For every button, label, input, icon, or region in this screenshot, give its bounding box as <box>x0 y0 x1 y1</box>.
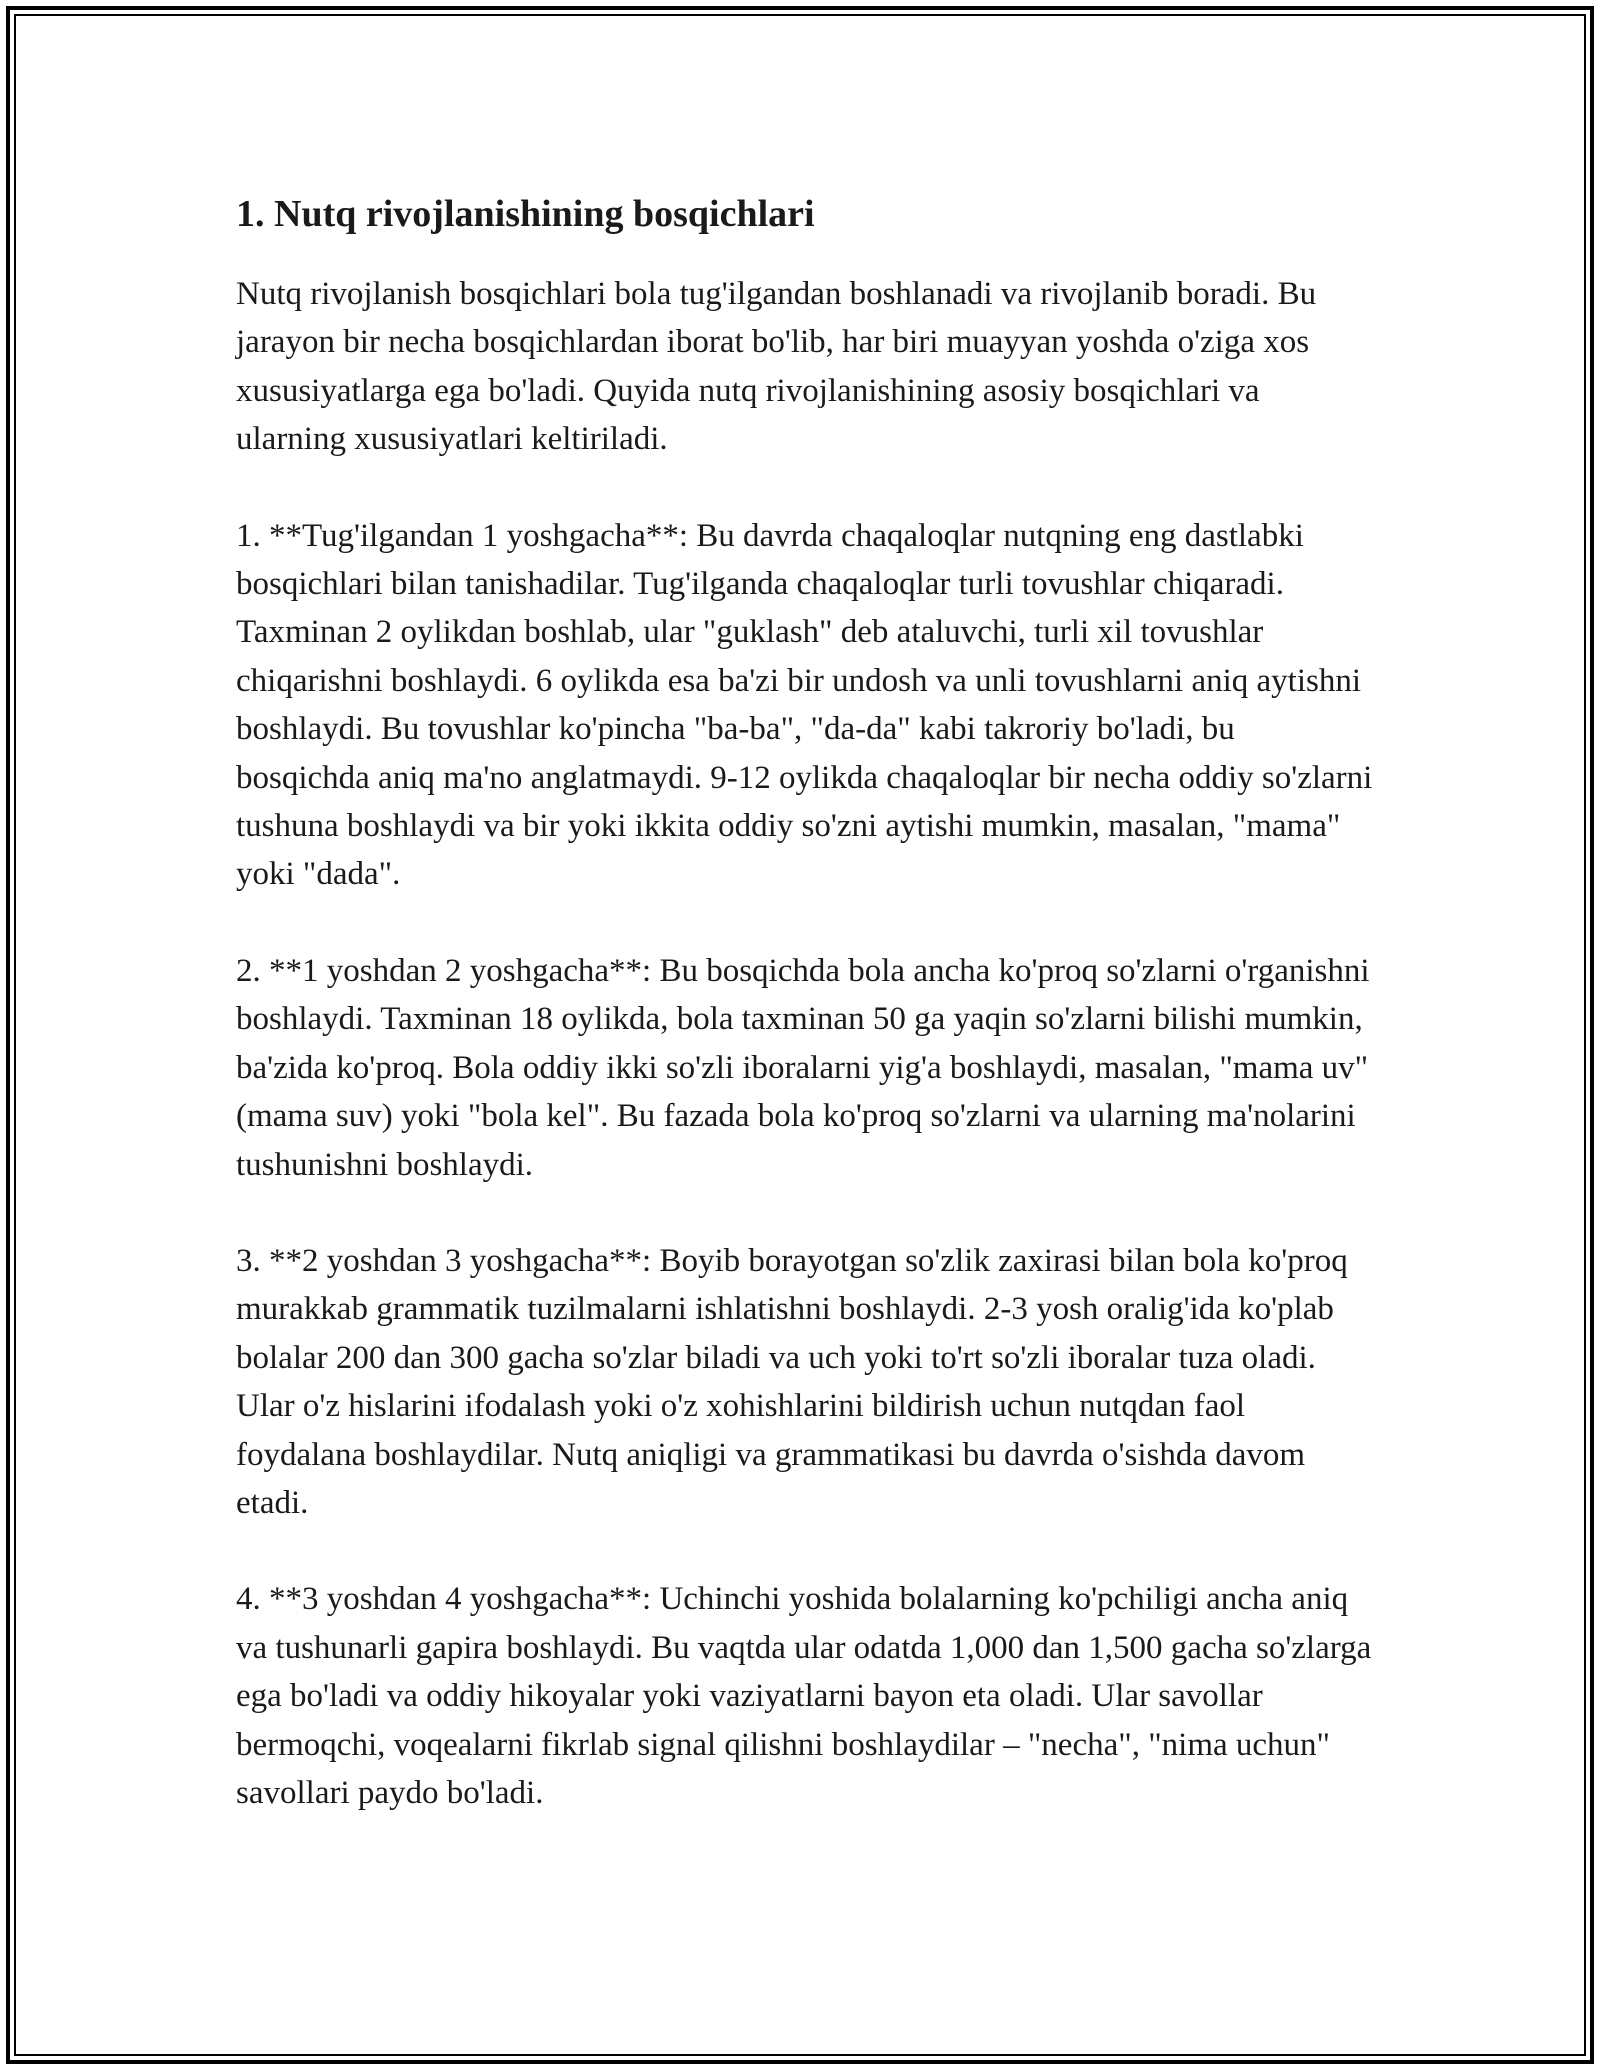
stage-4-paragraph: 4. **3 yoshdan 4 yoshgacha**: Uchinchi yoshida bolalarning ko'pchiligi ancha aniq va tushunarli gapira boshlaydi. Bu vaqtda ular odatda 1,000 dan 1,500 gacha so'zlarga ega bo'ladi va oddiy hikoyalar yoki vaziyatlarni bayon eta oladi. Ular savollar bermoqchi, voqealarni fikrlab signal qilishni boshlaydilar – "necha", "nima uchun" savollari paydo bo'ladi. <box>236 1581 1372 1811</box>
section-heading: 1. Nutq rivojlanishining bosqichlari <box>236 193 815 235</box>
intro-paragraph: Nutq rivojlanish bosqichlari bola tug'ilgandan boshlanadi va rivojlanib boradi. Bu jarayon bir necha bosqichlardan iborat bo'lib, har biri muayyan yoshda o'ziga xos xususiyatlarga ega bo'ladi. Quyida nutq rivojlanishining asosiy bosqichlari va ularning xususiyatlari keltiriladi. <box>236 276 1317 458</box>
stage-1-paragraph: 1. **Tug'ilgandan 1 yoshgacha**: Bu davrda chaqaloqlar nutqning eng dastlabki bosqichlari bilan tanishadilar. Tug'ilganda chaqaloqlar turli tovushlar chiqaradi. Taxminan 2 oylikdan boshlab, ular "guklash" deb ataluvchi, turli xil tovushlar chiqarishni boshlaydi. 6 oylikda esa ba'zi bir undosh va unli tovushlarni aniq aytishni boshlaydi. Bu tovushlar ko'pincha "ba-ba", "da-da" kabi takroriy bo'ladi, bu bosqichda aniq ma'no anglatmaydi. 9-12 oylikda chaqaloqlar bir necha oddiy so'zlarni tushuna boshlaydi va bir yoki ikkita oddiy so'zni aytishi mumkin, masalan, "mama" yoki "dada". <box>236 517 1373 893</box>
stage-3-paragraph: 3. **2 yoshdan 3 yoshgacha**: Boyib borayotgan so'zlik zaxirasi bilan bola ko'proq murakkab grammatik tuzilmalarni ishlatishni boshlaydi. 2-3 yosh oralig'ida ko'plab bolalar 200 dan 300 gacha so'zlar biladi va uch yoki to'rt so'zli iboralar tuza oladi. Ular o'z hislarini ifodalash yoki o'z xohishlarini bildirish uchun nutqdan faol foydalana boshlaydilar. Nutq aniqligi va grammatikasi bu davrda o'sishda davom etadi. <box>236 1242 1348 1521</box>
stage-2-paragraph: 2. **1 yoshdan 2 yoshgacha**: Bu bosqichda bola ancha ko'proq so'zlarni o'rganishni boshlaydi. Taxminan 18 oylikda, bola taxminan 50 ga yaqin so'zlarni bilishi mumkin, ba'zida ko'proq. Bola oddiy ikki so'zli iboralarni yig'a boshlaydi, masalan, "mama uv" (mama suv) yoki "bola kel". Bu fazada bola ko'proq so'zlarni va ularning ma'nolarini tushunishni boshlaydi. <box>236 952 1370 1183</box>
document-page <box>236 186 1376 1865</box>
